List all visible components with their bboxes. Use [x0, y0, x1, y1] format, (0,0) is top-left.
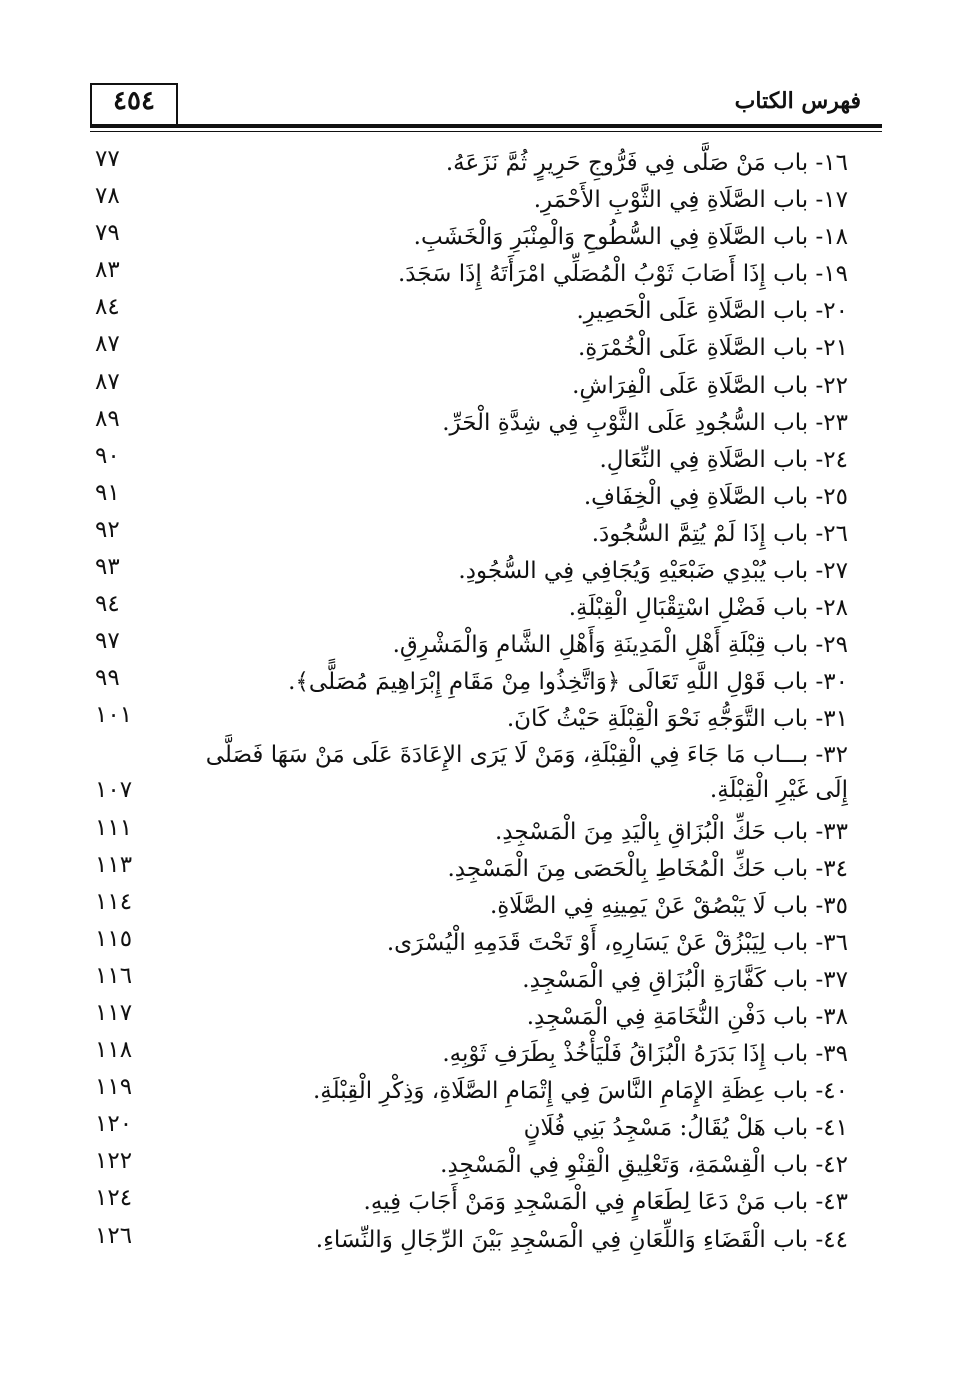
- toc-entry-page: ١١٣: [95, 851, 133, 878]
- toc-entry-title: ٣٦- باب لِيَبْزُقْ عَنْ يَسَارِهِ، أَوْ تَحْتَ قَدَمِهِ الْيُسْرَى.: [386, 929, 848, 956]
- toc-entry: [95, 474, 848, 511]
- toc-entry: [95, 140, 848, 177]
- toc-entry: [95, 809, 848, 846]
- toc-entry: [95, 548, 848, 585]
- toc-entry: [95, 1179, 848, 1216]
- toc-entry-page: ٨٤: [95, 294, 120, 321]
- toc-entry-title: ٢٢- باب الصَّلَاةِ عَلَى الْفِرَاشِ.: [572, 372, 848, 399]
- toc-entry: [95, 214, 848, 251]
- toc-entry-page: ٩٢: [95, 516, 120, 543]
- toc-entry: [95, 659, 848, 696]
- toc-entry-page: ١٢٢: [95, 1148, 133, 1175]
- running-header-title: فهرس الكتاب: [734, 88, 861, 114]
- toc-entry-page: ٩٧: [95, 628, 120, 655]
- toc-entry-title: ١٩- باب إِذَا أَصَابَ ثَوْبُ الْمُصَلِّي امْرَأَتَهُ إِذَا سَجَدَ.: [397, 261, 848, 288]
- toc-entry-title: ٢٩- باب قِبْلَةِ أَهْلِ الْمَدِينَةِ وَأَهْلِ الشَّامِ وَالْمَشْرِقِ.: [392, 632, 848, 659]
- toc-entry-title: ٤٠- باب عِظَةِ الإِمَامِ النَّاسَ فِي إِتْمَامِ الصَّلَاةِ، وَذِكْرِ الْقِبْلَةِ.: [312, 1078, 848, 1105]
- toc-entry-page: ١٢٤: [95, 1185, 133, 1212]
- toc-entry-title: ٢٧- باب يُبْدِي ضَبْعَيْهِ وَيُجَافِي فِي السُّجُودِ.: [458, 558, 848, 585]
- toc-entry-title: ٢٥- باب الصَّلَاةِ فِي الْخِفَافِ.: [583, 483, 848, 510]
- toc-entry-title: ٣٢- بـــاب مَا جَاءَ فِي الْقِبْلَةِ، وَمَنْ لَا يَرَى الإِعَادَةَ عَلَى مَنْ سَهَا فَصَلَّى إِلَى غَيْرِ الْقِبْلَةِ.: [205, 741, 848, 803]
- toc-entry-page: ١١٦: [95, 962, 133, 989]
- toc-entry: [95, 994, 848, 1031]
- toc-entry: [95, 622, 848, 659]
- toc-entry: [95, 400, 848, 437]
- toc-entry-title: ٣٤- باب حَكِّ الْمُخَاطِ بِالْحَصَى مِنَ الْمَسْجِدِ.: [447, 855, 848, 882]
- toc-entry-title: ٣٥- باب لَا يَبْصُقْ عَنْ يَمِينِهِ فِي الصَّلَاةِ.: [489, 892, 848, 919]
- toc-entry-title: ٣٣- باب حَكِّ الْبُزَاقِ بِالْيَدِ مِنَ الْمَسْجِدِ.: [495, 818, 848, 845]
- toc-entry: [95, 511, 848, 548]
- toc-entry: [95, 325, 848, 362]
- toc-entry-page: ٧٧: [95, 146, 120, 172]
- toc-entry: [95, 696, 848, 733]
- toc-entry: [95, 1031, 848, 1068]
- toc-entry-page: ٩٩: [95, 665, 120, 692]
- toc-entry: [95, 846, 848, 883]
- toc-entry-page: ٨٣: [95, 257, 120, 284]
- toc-entry-title: ١٦- باب مَنْ صَلَّى فِي فَرُّوجِ حَرِيرٍ ثُمَّ نَزَعَهُ.: [445, 150, 848, 176]
- toc-entry: [95, 177, 848, 214]
- toc-entry-page: ١١٩: [95, 1074, 133, 1101]
- toc-entry-title: ٣٩- باب إِذَا بَدَرَهُ الْبُزَاقُ فَلْيَأْخُذْ بِطَرَفِ ثَوْبِهِ.: [442, 1041, 848, 1068]
- toc-entry-page: ١٠٧: [95, 776, 133, 803]
- toc-entry: [95, 1142, 848, 1179]
- toc-entry-title: ١٨- باب الصَّلَاةِ فِي السُّطُوحِ وَالْمِنْبَرِ وَالْخَشَبِ.: [413, 224, 848, 251]
- toc-entry: [95, 734, 848, 809]
- toc-entry-title: ٣٠- باب قَوْلِ اللَّهِ تَعَالَى ﴿وَاتَّخِذُوا مِنْ مَقَامِ إِبْرَاهِيمَ مُصَلًّى﴾.: [288, 669, 848, 696]
- toc-entry-page: ٨٧: [95, 368, 120, 395]
- toc-entry-page: ١٢٦: [95, 1222, 133, 1249]
- toc-entry: [95, 251, 848, 288]
- toc-entry-title: ٣١- باب التَّوَجُّهِ نَحْوَ الْقِبْلَةِ حَيْثُ كَانَ.: [506, 706, 848, 733]
- toc-entry-title: ٢١- باب الصَّلَاةِ عَلَى الْخُمْرَةِ.: [577, 335, 848, 362]
- toc-entry: [95, 585, 848, 622]
- toc-entry-page: ١١١: [95, 814, 133, 841]
- toc-entry-title: ٢٣- باب السُّجُودِ عَلَى الثَّوْبِ فِي شِدَّةِ الْحَرِّ.: [442, 409, 848, 436]
- toc-entry-page: ١١٨: [95, 1037, 133, 1064]
- toc-entry-page: ١١٥: [95, 925, 133, 952]
- toc-entry-title: ٤٢- باب الْقِسْمَةِ، وَتَعْلِيقِ الْقِنْوِ فِي الْمَسْجِدِ.: [440, 1152, 848, 1179]
- toc-entry-page: ٧٩: [95, 220, 120, 247]
- page-number: ٤٥٤: [113, 86, 155, 116]
- toc-entry: [95, 883, 848, 920]
- toc-entry-title: ٢٦- باب إِذَا لَمْ يُتِمَّ السُّجُودَ.: [591, 520, 848, 547]
- toc-entry-page: ٧٨: [95, 183, 120, 210]
- toc-entry: [95, 920, 848, 957]
- toc-entry-title: ٣٧- باب كَفَّارَةِ الْبُزَاقِ فِي الْمَسْجِدِ.: [522, 966, 848, 993]
- toc-entry-title: ٣٨- باب دَفْنِ النُّخَامَةِ فِي الْمَسْجِدِ.: [526, 1003, 848, 1030]
- toc-entry-title: ٤١- باب هَلْ يُقَالُ: مَسْجِدُ بَنِي فُلَانٍ: [523, 1115, 848, 1142]
- toc-entry: [95, 1217, 848, 1254]
- toc-entry-page: ٩٣: [95, 554, 120, 581]
- toc-entry-page: ٩٠: [95, 442, 120, 469]
- header-rule-thin: [90, 131, 882, 132]
- toc-entry-title: ٢٤- باب الصَّلَاةِ فِي النِّعَالِ.: [599, 446, 848, 473]
- toc-entry-page: ١١٤: [95, 888, 133, 915]
- toc-entry: [95, 1068, 848, 1105]
- toc-entry-page: ١١٧: [95, 999, 133, 1026]
- toc-entry-page: ١٠١: [95, 702, 133, 729]
- toc-entry-page: ١٢٠: [95, 1111, 133, 1138]
- toc-entry-title: ١٧- باب الصَّلَاةِ فِي الثَّوْبِ الأَحْمَرِ.: [533, 187, 848, 214]
- toc-entry: [95, 437, 848, 474]
- toc-entry-page: ٩١: [95, 479, 120, 506]
- toc-entry: [95, 363, 848, 400]
- toc-entry-title: ٤٣- باب مَنْ دَعَا لِطَعَامٍ فِي الْمَسْجِدِ وَمَنْ أَجَابَ فِيهِ.: [363, 1189, 848, 1216]
- toc-entry: [95, 1105, 848, 1142]
- toc-entry-page: ٩٤: [95, 591, 120, 618]
- toc-entry-page: ٨٧: [95, 331, 120, 358]
- toc-entry-title: ٢٠- باب الصَّلَاةِ عَلَى الْحَصِيرِ.: [576, 298, 848, 325]
- table-of-contents: [95, 140, 848, 1254]
- toc-entry: [95, 288, 848, 325]
- toc-entry-title: ٤٤- باب الْقَضَاءِ وَاللِّعَانِ فِي الْمَسْجِدِ بَيْنَ الرِّجَالِ وَالنِّسَاءِ.: [315, 1226, 848, 1253]
- toc-entry-page: ٨٩: [95, 405, 120, 432]
- header-rule-thick: [90, 124, 882, 128]
- toc-entry-title: ٢٨- باب فَضْلِ اسْتِقْبَالِ الْقِبْلَةِ.: [568, 595, 848, 622]
- toc-entry: [95, 957, 848, 994]
